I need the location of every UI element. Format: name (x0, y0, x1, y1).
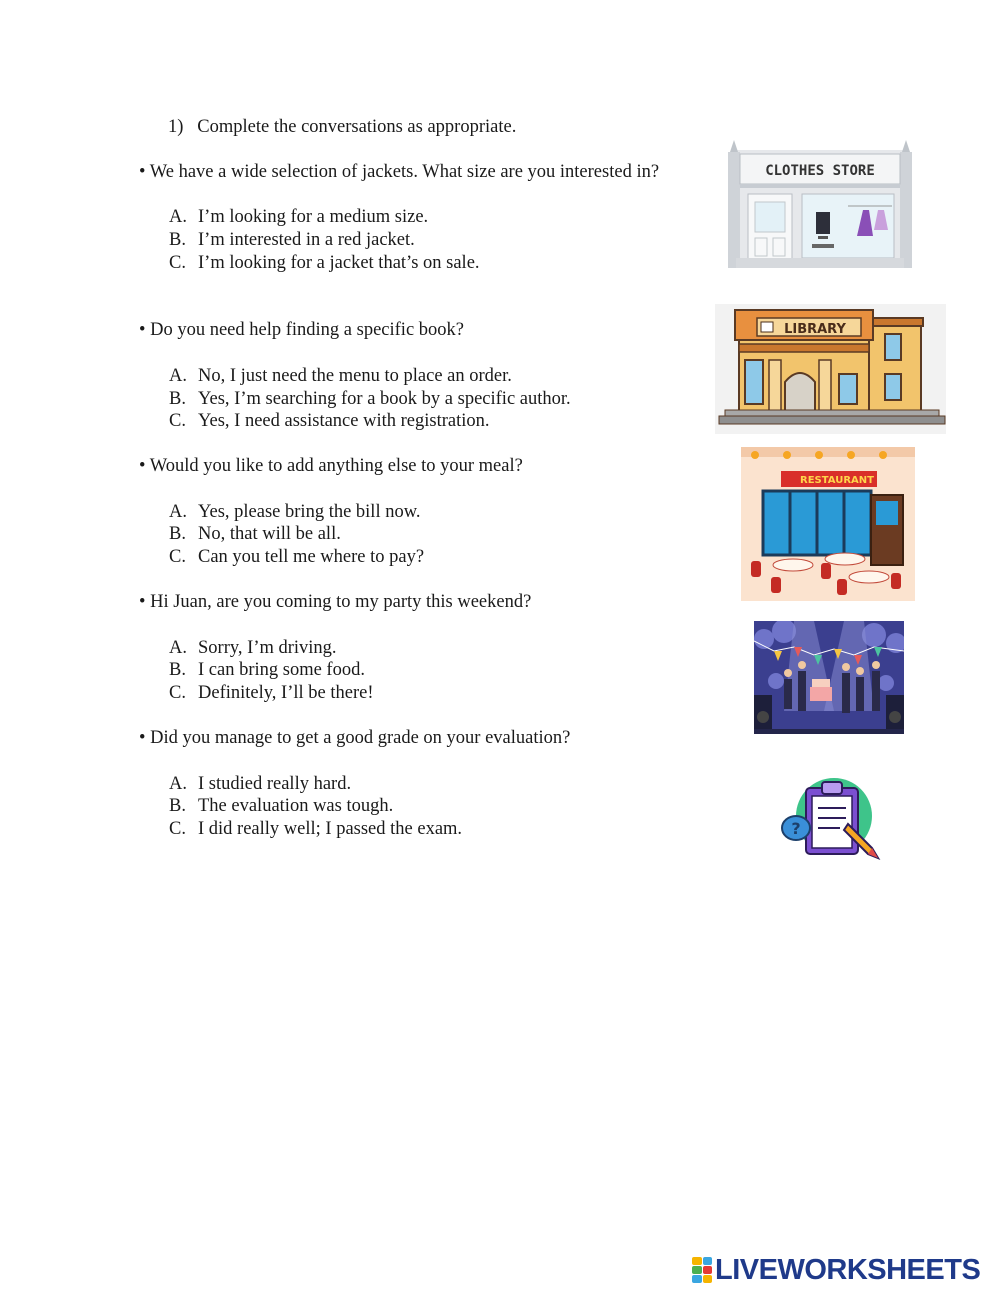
question-3-prompt: • Would you like to add anything else to your meal? (139, 456, 523, 476)
question-5-option-c[interactable]: C. I did really well; I passed the exam. (169, 819, 463, 839)
liveworksheets-logo-icon (692, 1257, 712, 1283)
restaurant-sign: RESTAURANT (800, 475, 874, 486)
question-3-option-c[interactable]: C. Can you tell me where to pay? (169, 547, 425, 567)
restaurant-illustration (741, 447, 915, 601)
clothes-store-illustration (728, 140, 912, 268)
library-sign: LIBRARY (784, 322, 846, 337)
question-5-option-b[interactable]: B. The evaluation was tough. (169, 796, 394, 816)
question-1-option-c[interactable]: C. I’m looking for a jacket that’s on sale. (169, 253, 480, 273)
question-5-prompt: • Did you manage to get a good grade on your evaluation? (139, 728, 571, 748)
library-illustration (715, 304, 946, 434)
question-4-option-c[interactable]: C. Definitely, I’ll be there! (169, 683, 374, 703)
instruction-text: Complete the conversations as appropriate. (197, 117, 517, 137)
question-4-option-b[interactable]: B. I can bring some food. (169, 660, 365, 680)
question-4-prompt: • Hi Juan, are you coming to my party this weekend? (139, 592, 532, 612)
question-2-option-c[interactable]: C. Yes, I need assistance with registration. (169, 411, 490, 431)
liveworksheets-brand-text: LIVEWORKSHEETS (715, 1253, 981, 1286)
question-1-option-a[interactable]: A. I’m looking for a medium size. (169, 207, 429, 227)
question-2-prompt: • Do you need help finding a specific book? (139, 320, 464, 340)
liveworksheets-logo[interactable] (692, 1255, 992, 1285)
question-4-option-a[interactable]: A. Sorry, I’m driving. (169, 638, 337, 658)
instruction (168, 117, 516, 138)
party-illustration (754, 621, 904, 734)
instruction-number: 1) (168, 117, 184, 137)
svg-text:?: ? (791, 819, 801, 838)
question-3-option-a[interactable]: A. Yes, please bring the bill now. (169, 502, 421, 522)
question-3-option-b[interactable]: B. No, that will be all. (169, 524, 341, 544)
clothes-store-sign: CLOTHES STORE (765, 163, 875, 179)
question-5-option-a[interactable]: A. I studied really hard. (169, 774, 352, 794)
question-2-option-b[interactable]: B. Yes, I’m searching for a book by a specific author. (169, 389, 571, 409)
question-2-option-a[interactable]: A. No, I just need the menu to place an order. (169, 366, 512, 386)
clipboard-evaluation-illustration (778, 776, 882, 860)
question-1-option-b[interactable]: B. I’m interested in a red jacket. (169, 230, 415, 250)
question-1-prompt: • We have a wide selection of jackets. What size are you interested in? (139, 162, 660, 182)
